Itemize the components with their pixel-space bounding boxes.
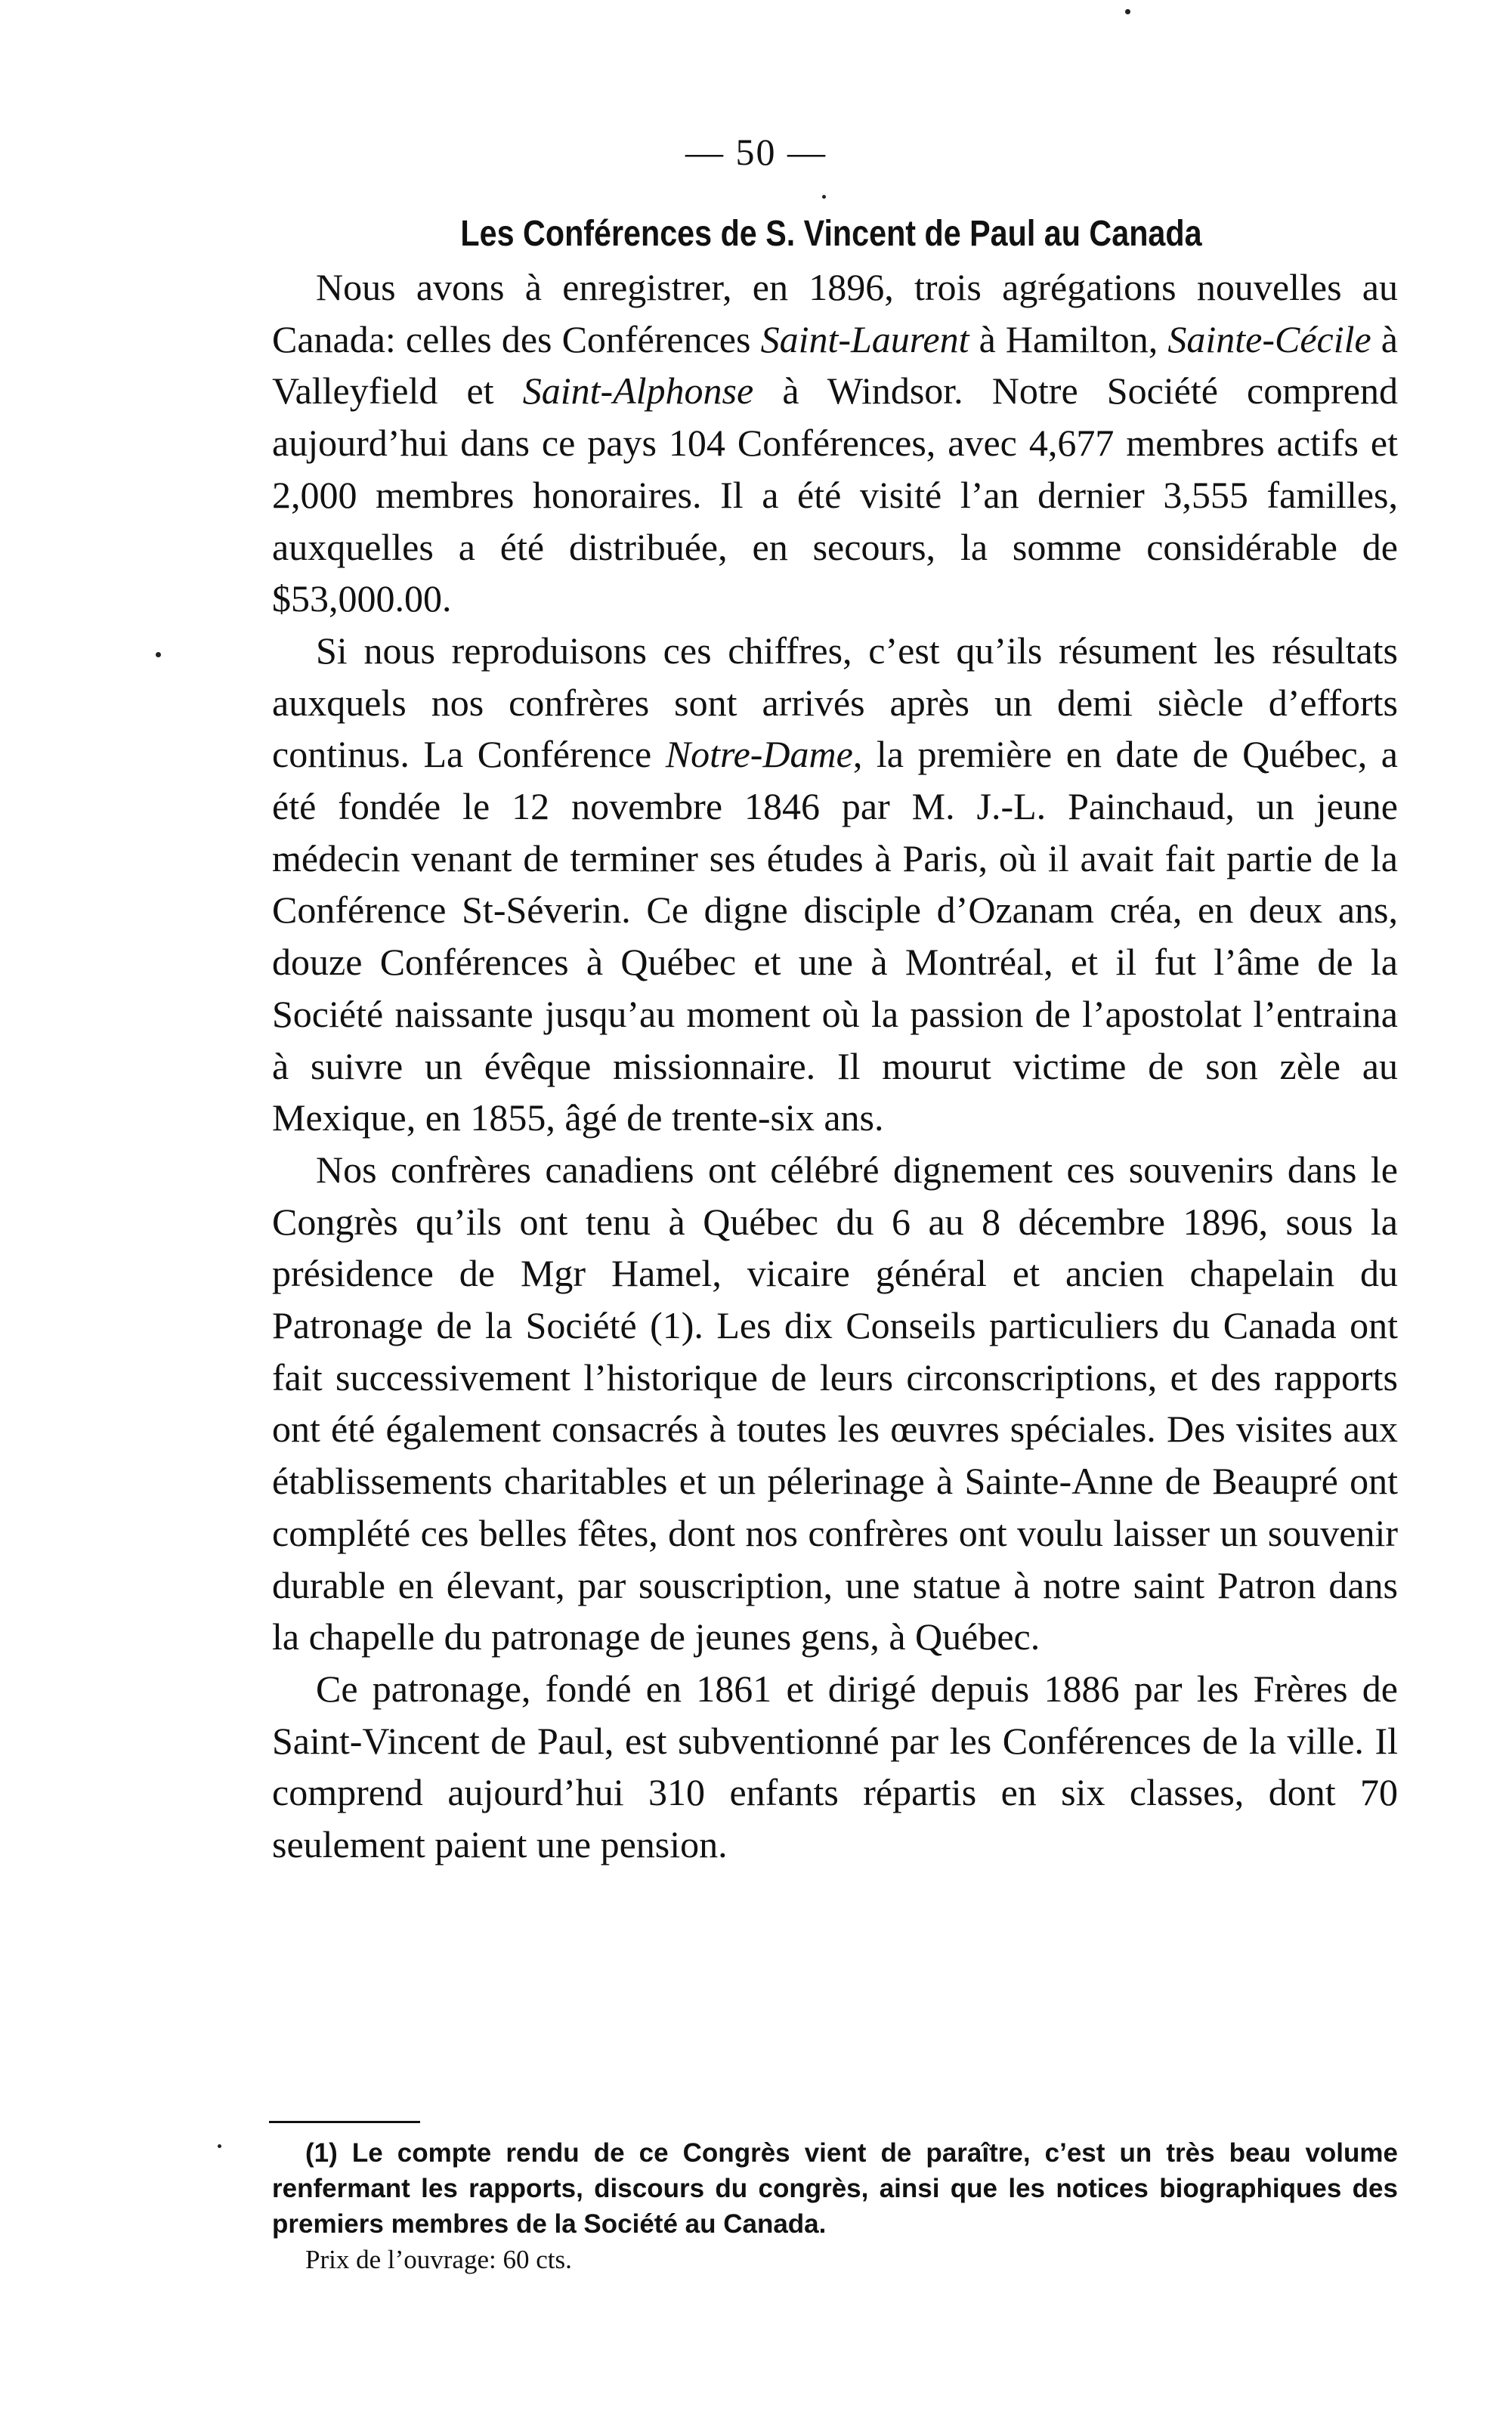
section-heading: Les Conférences de S. Vincent de Paul au Canada	[460, 214, 1202, 254]
text-run: Nous avons à enregistrer, en 1896, trois agrégations nouvelles au Canada: celles des Conférences	[272, 266, 1398, 360]
print-speck	[156, 652, 161, 657]
paragraph-4	[272, 1663, 1398, 1871]
footnote-price: Prix de l’ouvrage: 60 cts.	[305, 2245, 572, 2274]
text-run: Si nous reproduisons ces chiffres, c’est qu’ils résument les résultats auxquels nos confrères sont arrivés après un demi siècle d’efforts continus. La Conférence	[272, 629, 1398, 776]
body-text	[272, 261, 1398, 1871]
footnote-divider	[269, 2121, 420, 2123]
print-speck	[822, 195, 826, 199]
italic-run: Notre-Dame	[665, 733, 853, 776]
italic-run: Saint-Laurent	[760, 317, 969, 360]
text-run: Nos confrères canadiens ont célébré dignement ces souvenirs dans le Congrès qu’ils ont tenu à Québec du 6 au 8 décembre 1896, sous la présidence de Mgr Hamel, vicaire général et ancien chapelain du Patronage de la Société (1). Les dix Conseils particuliers du Canada ont fait successivement l’historique de leurs circonscriptions, et des rapports ont été également consacrés à toutes les œuvres spéciales. Des visites aux établissements charitables et un pélerinage à Sainte-Anne de Beaupré ont complété ces belles fêtes, dont nos confrères ont voulu laisser un souvenir durable en élevant, par souscription, une statue à notre saint Patron dans la chapelle du patronage de jeunes gens, à Québec.	[272, 1148, 1398, 1658]
text-run: à Hamilton,	[969, 317, 1168, 360]
paragraph-3	[272, 1144, 1398, 1663]
italic-run: Sainte-Cécile	[1167, 317, 1371, 360]
page-number: — 50 —	[685, 131, 827, 173]
print-speck	[1125, 9, 1130, 14]
text-run: , la première en date de Québec, a été fondée le 12 novembre 1846 par M. J.-L. Painchaud, un jeune médecin venant de terminer ses études à Paris, où il avait fait partie de la Conférence St-Séverin. Ce digne disciple d’Ozanam créa, en deux ans, douze Conférences à Québec et une à Montréal, et il fut l’âme de la Société naissante jusqu’au moment où la passion de l’apostolat l’entraina à suivre un évêque missionnaire. Il mourut victime de son zèle au Mexique, en 1855, âgé de trente-six ans.	[272, 733, 1398, 1139]
paragraph-2	[272, 625, 1398, 1144]
italic-run: Saint-Alphonse	[522, 369, 754, 413]
text-run: à Windsor. Notre Société comprend aujourd’hui dans ce pays 104 Conférences, avec 4,677 membres actifs et 2,000 membres honoraires. Il a été visité l’an dernier 3,555 familles, auxquelles a été distribuée, en secours, la somme considérable de $53,000.00.	[272, 369, 1398, 620]
text-run: à Valleyfield et	[272, 317, 1398, 413]
print-speck	[218, 2144, 221, 2148]
paragraph-1	[272, 261, 1398, 625]
footnote	[272, 2135, 1398, 2277]
text-run: Ce patronage, fondé en 1861 et dirigé depuis 1886 par les Frères de Saint-Vincent de Paul, est subventionné par les Conférences de la ville. Il comprend aujourd’hui 310 enfants répartis en six classes, dont 70 seulement paient une pension.	[272, 1667, 1398, 1866]
footnote-text: (1) Le compte rendu de ce Congrès vient de paraître, c’est un très beau volume renfermant les rapports, discours du congrès, ainsi que les notices biographiques des premiers membres de la Société au Canada.	[272, 2138, 1398, 2239]
